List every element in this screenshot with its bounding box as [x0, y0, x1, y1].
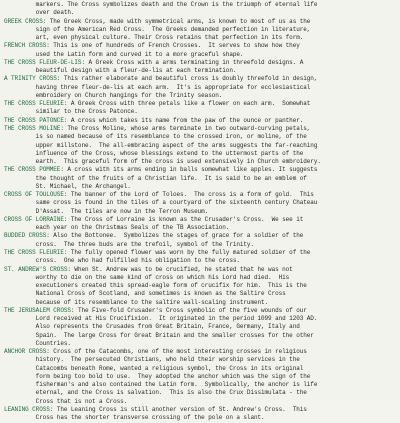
entry-continuation-line	[4, 373, 396, 381]
entry-text: When St. Andrew was to be crucified, he stated that he was not	[70, 265, 293, 273]
entry-text: The Cross Moline, whose arms terminate in two outward-curving petals,	[63, 124, 311, 132]
entry-continuation-line	[4, 381, 396, 389]
entry-text: The banner of the Lord of Toloes. The cross is a form of gold. This	[67, 191, 314, 199]
entry-first-line	[4, 216, 396, 224]
entry-continuation-line	[4, 241, 396, 249]
entry-continuation-line	[4, 92, 396, 100]
entry-text: worthy to die on the same kind of cross on which his Lord had died. His	[4, 273, 290, 281]
entry-first-line	[4, 42, 396, 50]
entry-first-line	[4, 348, 396, 356]
glossary-entry	[4, 117, 396, 125]
glossary-entry	[4, 216, 396, 233]
glossary-entry	[4, 307, 396, 348]
entry-continuation-line	[4, 158, 396, 166]
entry-continuation-line	[4, 9, 396, 17]
entry-continuation-line	[4, 315, 396, 323]
entry-term: LEANING CROSS:	[4, 406, 54, 414]
entry-term: BUDDED CROSS:	[4, 232, 50, 240]
entry-continuation-line	[4, 26, 396, 34]
entry-first-line	[4, 406, 396, 414]
entry-text: A Greek Cross with three petals like a flower on each arm. Somewhat	[67, 100, 311, 108]
entry-text: The Five-fold Crusader's Cross symbolic of the five wounds of our	[74, 306, 307, 314]
entry-text: The Cross of Lorraine is known as the Crusader's Cross. We see it	[67, 215, 304, 223]
entry-text: Cross of the Catacombs, one of the most interesting crosses in religious	[49, 348, 307, 356]
entry-text: St. Michael, the Archangel.	[4, 182, 131, 190]
entry-continuation-line	[4, 84, 396, 92]
entry-text: Catacombs beneath Rome, wanted a religious symbol, the Cross in its original	[4, 364, 304, 372]
entry-text: This rather elaborate and beautiful cross is doubly threefold in design,	[60, 75, 318, 83]
glossary-entry	[4, 266, 396, 307]
entry-continuation-line	[4, 208, 396, 216]
entry-text: art, even physical culture. Their Cross retains that perfection in its form.	[4, 34, 304, 42]
entry-continuation-line	[4, 274, 396, 282]
entry-text: history. The persecuted Christians, who held their worship services in the	[4, 356, 300, 364]
cross-glossary	[4, 1, 396, 423]
entry-text: eternal, and the Cross is salvation. This is also the Crux Dissimulata - the	[4, 389, 307, 397]
entry-continuation-line	[4, 323, 396, 331]
glossary-entry	[4, 1, 396, 18]
glossary-entry	[4, 18, 396, 43]
entry-text: Spain. The large Cross for Great Britain and the smaller crosses for the other	[4, 331, 314, 339]
entry-first-line	[4, 166, 396, 174]
entry-text: National Cross of Scotland, and sometimes is known as the Saltire Cross	[4, 290, 286, 298]
entry-text: the thought of the fruits of a Christian life. It is said to be an emblem of	[4, 174, 307, 182]
entry-term: THE JERUSALEM CROSS:	[4, 306, 75, 314]
entry-continuation-line	[4, 299, 396, 307]
entry-term: THE CROSS FLEUR-DE-LIS:	[4, 58, 85, 66]
entry-term: CROSS OF LORRAINE:	[4, 215, 68, 223]
entry-continuation-line	[4, 108, 396, 116]
entry-continuation-line	[4, 175, 396, 183]
entry-continuation-line	[4, 67, 396, 75]
entry-continuation-line	[4, 224, 396, 232]
entry-first-line	[4, 307, 396, 315]
entry-continuation-line	[4, 282, 396, 290]
entry-text: Countries.	[4, 339, 71, 347]
entry-text: Also represents the Crusades from Great Britain, France, Germany, Italy and	[4, 323, 300, 331]
entry-term: THE CROSS FLEURIE:	[4, 248, 68, 256]
entry-text: fisherman's and also contained the Latin form. Symbolically, the anchor is life	[4, 381, 318, 389]
glossary-entry	[4, 166, 396, 191]
entry-text: upper millstone. The all-embracing aspect of the arms suggests the far-reaching	[4, 141, 318, 149]
entry-text: Lord received at His Crucifixion. It originated in the period 1099 and 1203 AD.	[4, 315, 318, 323]
entry-text: form being too bold to use. They adopted the anchor which was the sign of the	[4, 372, 311, 380]
entry-text: The Leaning Cross is still another version of St. Andrew's Cross. This	[53, 406, 307, 414]
glossary-entry	[4, 249, 396, 266]
entry-text: same cross is found in the tiles of a courtyard of the sixteenth century Chateau	[4, 199, 318, 207]
entry-text: because of its resemblance to the saltire wall-scaling instrument.	[4, 298, 269, 306]
entry-continuation-line	[4, 199, 396, 207]
entry-text: markers. The Cross symbolizes death and the Crown is the triumph of eternal life	[4, 1, 318, 8]
entry-continuation-line	[4, 365, 396, 373]
entry-text: embroidery on Church hangings for the Trinity season.	[4, 91, 223, 99]
entry-text: having three fleur-de-lis at each arm. It's is appropriate for ecclesiastical	[4, 83, 311, 91]
glossary-entry	[4, 100, 396, 117]
glossary-entry	[4, 42, 396, 59]
entry-text: D'Assat. The tiles are now in the Terron Museum.	[4, 207, 209, 215]
entry-term: GREEK CROSS:	[4, 17, 47, 25]
entry-text: influence of the Cross, whose blessings extend to the uttermost parts of the	[4, 149, 304, 157]
entry-continuation-line	[4, 133, 396, 141]
entry-continuation-line	[4, 183, 396, 191]
entry-term: THE CROSS PATONCE:	[4, 116, 68, 124]
entry-continuation-line	[4, 414, 396, 422]
entry-first-line	[4, 100, 396, 108]
entry-continuation-line	[4, 290, 396, 298]
glossary-entry	[4, 348, 396, 406]
entry-text: executioners created this spread-eagle form of crucifix for him. This is the	[4, 282, 307, 290]
glossary-entry	[4, 59, 396, 76]
entry-first-line	[4, 18, 396, 26]
entry-term: CROSS OF TOULOUSE:	[4, 191, 68, 199]
entry-text: A cross which takes its name from the paw of the ounce or panther.	[67, 116, 304, 124]
entry-text: The Greek Cross, made with symmetrical arms, is known to most of us as the	[46, 17, 311, 25]
glossary-entry	[4, 232, 396, 249]
glossary-entry	[4, 406, 396, 423]
entry-first-line	[4, 59, 396, 67]
entry-term: ANCHOR CROSS:	[4, 348, 50, 356]
entry-text: Cross that is not a Cross.	[4, 397, 128, 405]
entry-term: THE CROSS FLEURIE:	[4, 100, 68, 108]
entry-continuation-line	[4, 257, 396, 265]
glossary-entry	[4, 75, 396, 100]
entry-first-line	[4, 75, 396, 83]
entry-continuation-line	[4, 142, 396, 150]
entry-text: similar to the Cross Patonce.	[4, 108, 138, 116]
entry-first-line	[4, 249, 396, 257]
entry-first-line	[4, 232, 396, 240]
entry-text: cross. One who had fulfilled his obligation to the cross.	[4, 257, 240, 265]
entry-text: over death.	[4, 9, 75, 17]
entry-term: ST. ANDREW'S CROSS:	[4, 265, 71, 273]
entry-continuation-line	[4, 51, 396, 59]
entry-text: used the Latin form and curved it to a more graceful shape.	[4, 50, 244, 58]
entry-text: A cross with its arms ending in balls somewhat like apples. It suggests	[63, 166, 318, 174]
entry-continuation-line	[4, 332, 396, 340]
entry-text: The fully opened flower was worn by the fully matured soldier of the	[67, 248, 311, 256]
entry-text: earth. This graceful form of the cross is used extensively in Church embroidery.	[4, 158, 321, 166]
entry-text: each year on the Christmas Seals of the TB Association.	[4, 224, 230, 232]
entry-continuation-line	[4, 398, 396, 406]
entry-text: sign of the American Red Cross. The Greeks demanded perfection in literature,	[4, 25, 311, 33]
entry-text: cross. The three buds are the trefoil, symbol of the Trinity.	[4, 240, 254, 248]
entry-first-line	[4, 117, 396, 125]
entry-text: A Greek Cross with a arms terminating in threefold designs. A	[84, 58, 304, 66]
entry-text: Also the Bottonee. Symbolizes the stages of grace for a soldier of the	[49, 232, 304, 240]
entry-continuation-line	[4, 34, 396, 42]
entry-continuation-line	[4, 389, 396, 397]
glossary-entry	[4, 191, 396, 216]
entry-continuation-line	[4, 356, 396, 364]
entry-term: THE CROSS POMMEE:	[4, 166, 64, 174]
glossary-entry	[4, 125, 396, 166]
entry-continuation-line	[4, 150, 396, 158]
entry-text: This is one of hundreds of French Crosses. It serves to show how they	[49, 42, 300, 50]
entry-first-line	[4, 125, 396, 133]
entry-text: is so named because of its resemblance to the crossed iron, or moline, of the	[4, 133, 307, 141]
entry-text: beautiful design with a fleur-de-lis at each termination.	[4, 67, 237, 75]
entry-first-line	[4, 191, 396, 199]
entry-first-line	[4, 1, 396, 9]
entry-text: Cross has the shorter transverse crossing of the pole on a slant.	[4, 414, 265, 422]
entry-term: A TRINITY CROSS:	[4, 75, 61, 83]
entry-term: THE CROSS MOLINE:	[4, 124, 64, 132]
entry-term: FRENCH CROSS:	[4, 42, 50, 50]
entry-continuation-line	[4, 340, 396, 348]
entry-first-line	[4, 266, 396, 274]
